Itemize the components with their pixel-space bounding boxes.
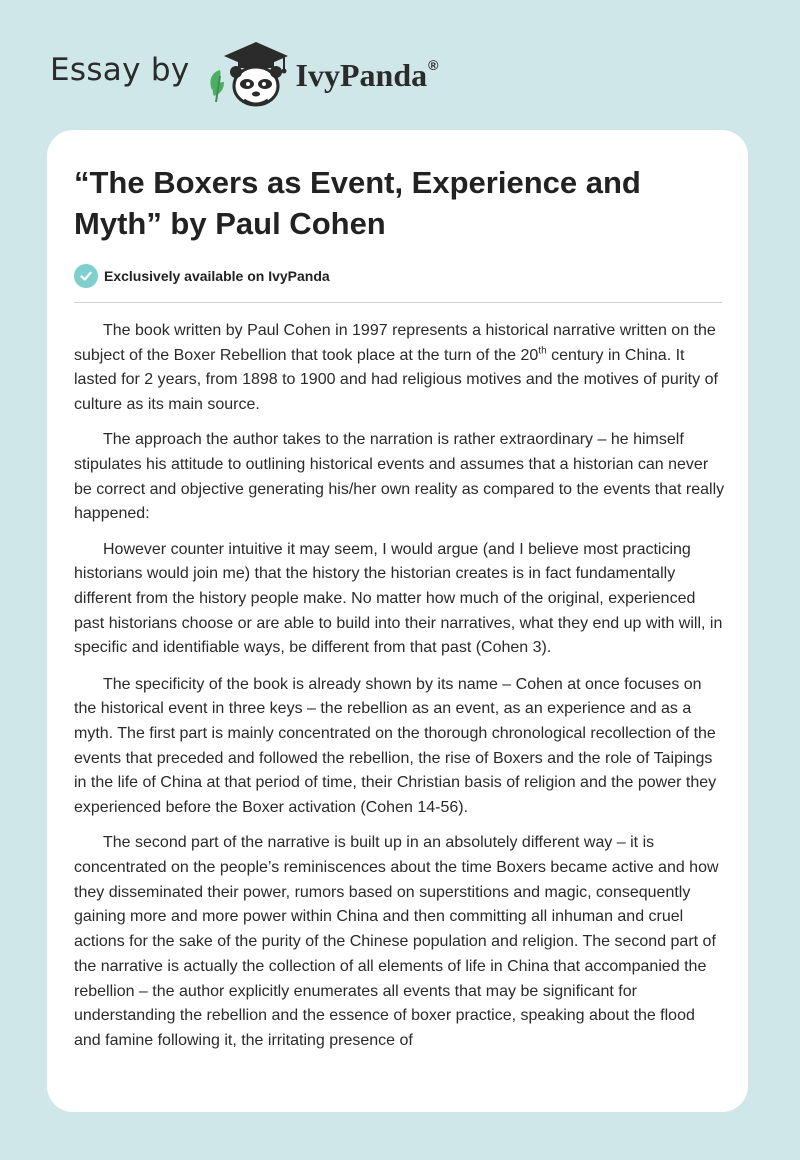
paragraph: The specificity of the book is already shown by its name – Cohen at once focuses on the historical event in three keys – the rebellion as an event, as an experience and as a myth. The first part is mainly concentrated on the thorough chronological recollection of the events that preceded and followed the rebellion, the rise of Boxers and the role of Taipings in the life of China at that period of time, their Christian basis of religion and the power they experienced before the Boxer activation (Cohen 14-56). — [74, 675, 717, 817]
checkmark-icon — [74, 264, 98, 288]
site-header — [50, 36, 510, 108]
trademark-symbol: ® — [428, 56, 439, 73]
divider — [74, 302, 722, 303]
exclusive-badge — [74, 264, 330, 288]
paragraph: The book written by Paul Cohen in 1997 represents a historical narrative written on the subject of the Boxer Rebellion that took place at the turn of the 20th century in China. It lasted for 2 years, from 1898 to 1900 and had religious motives and the motives of purity of culture as its main source. — [74, 322, 718, 414]
brand-name[interactable]: IvyPanda® — [295, 56, 439, 93]
essay-by-label: Essay by — [50, 52, 190, 88]
essay-title: “The Boxers as Event, Experience and Myth” by Paul Cohen — [74, 165, 641, 241]
leaf-icon — [210, 70, 224, 102]
badge-label: Exclusively available on IvyPanda — [104, 268, 330, 284]
panda-logo-icon[interactable] — [206, 36, 294, 108]
block-quote: However counter intuitive it may seem, I would argue (and I believe most practicing historians would join me) that the history the historian creates is in fact fundamentally different from the history people make. No matter how much of the original, experienced past historians choose or are able to build into their narratives, what they end up with will, in specific and identifiable ways, be different from that past (Cohen 3). — [74, 540, 723, 657]
paragraph: The second part of the narrative is built up in an absolutely different way – it is concentrated on the people’s reminiscences about the time Boxers became active and how they disseminated their power, rumors based on superstitions and magic, consequently gaining more and more power within China and then committing all inhuman and cruel actions for the sake of the purity of the Chinese population and religion. The second part of the narrative is actually the collection of all elements of life in China that accompanied the rebellion – the author explicitly enumerates all events that may be significant for understanding the rebellion and the essence of boxer practice, speaking about the flood and famine following it, the irritating presence of — [74, 834, 719, 1049]
paragraph: The approach the author takes to the narration is rather extraordinary – he himself stipulates his attitude to outlining historical events and assumes that a historian can never be correct and objective generating his/her own reality as compared to the events that really happened: — [74, 431, 725, 523]
essay-card — [47, 130, 748, 1112]
essay-body — [74, 319, 725, 1064]
